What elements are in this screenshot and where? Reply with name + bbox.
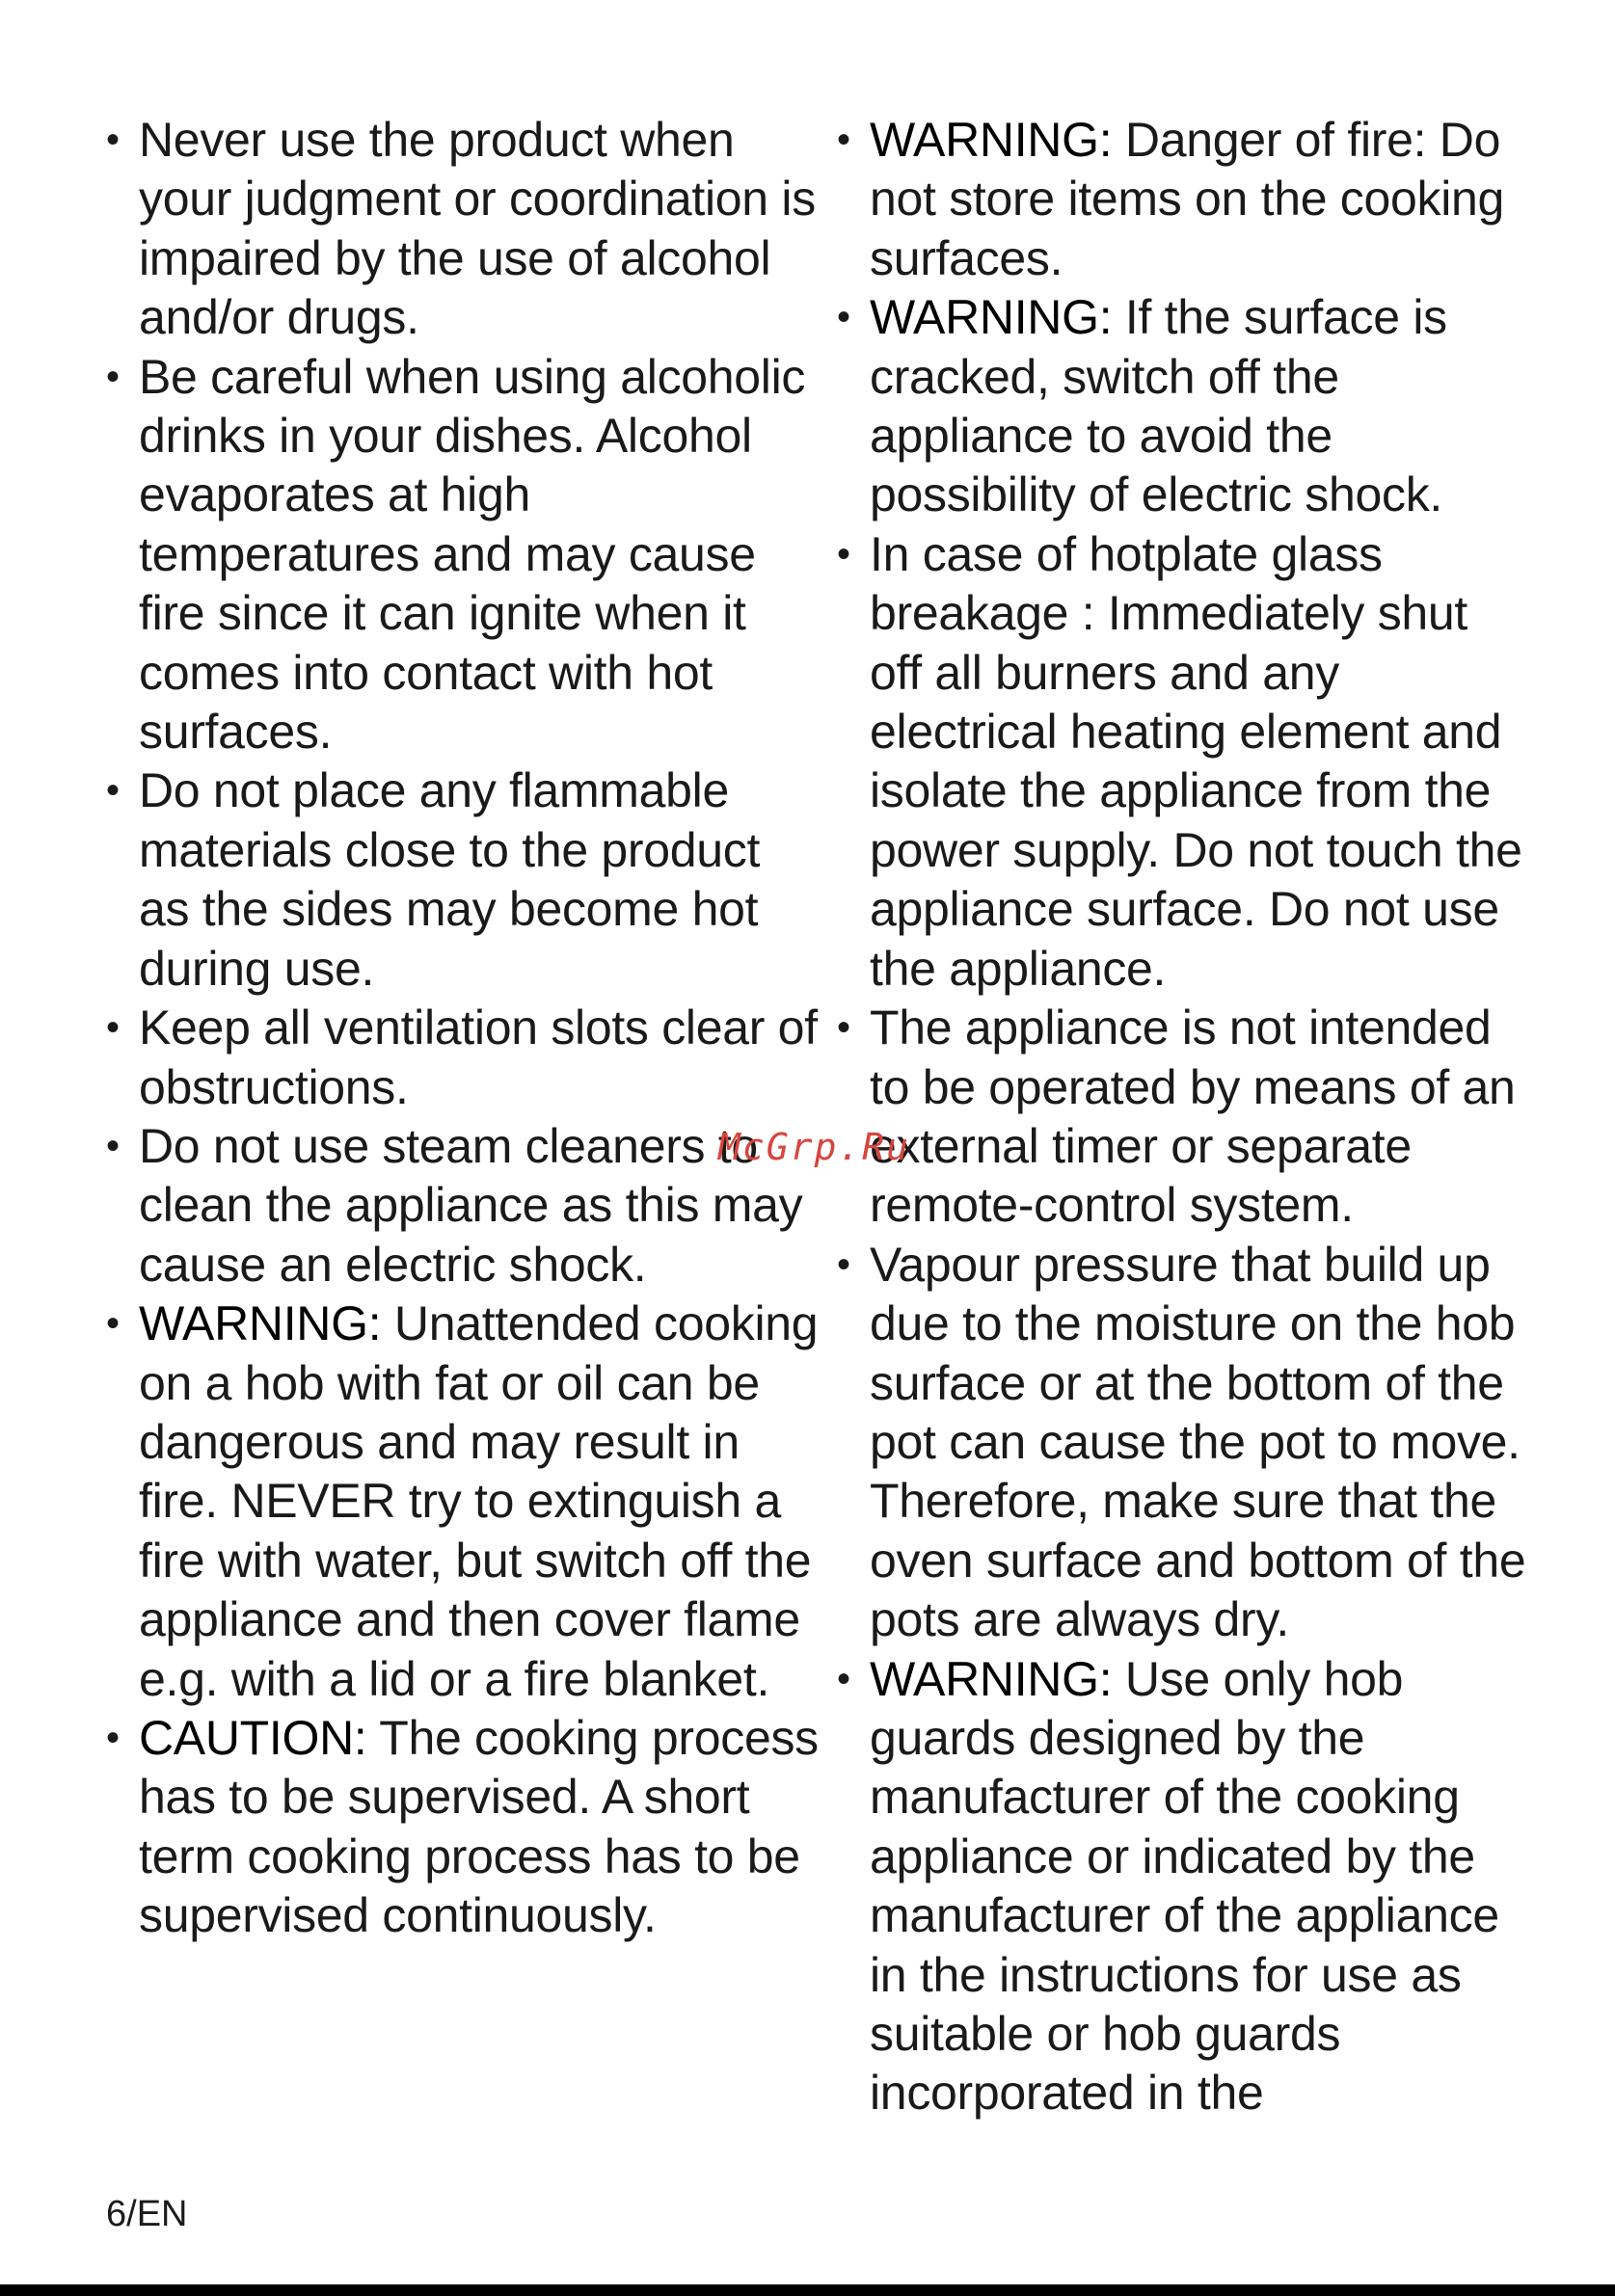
watermark: McGrp.Ru	[718, 1126, 911, 1168]
list-item	[106, 111, 820, 348]
list-item	[106, 1295, 820, 1709]
right-column	[837, 111, 1531, 2123]
left-column	[106, 111, 820, 1946]
right-bullet-list	[837, 111, 1531, 2123]
item-text: Do not use steam cleaners to clean the appliance as this may cause an electric shock.	[139, 1118, 803, 1292]
item-text: Unattended cooking on a hob with fat or oil can be dangerous and may result in fire. NEVER try to extinguish a fire with water, but switch off the appliance and then cover flame e.g. with a lid or a fire blanket.	[139, 1296, 819, 1706]
item-text: Never use the product when your judgment or coordination is impaired by the use of alcohol and/or drugs.	[139, 113, 816, 345]
list-item	[837, 111, 1531, 288]
item-text: Danger of fire: Do not store items on the cooking surfaces.	[870, 113, 1505, 285]
warning-label: WARNING:	[870, 290, 1113, 345]
list-item	[837, 999, 1531, 1236]
list-item	[106, 1117, 820, 1295]
list-item	[106, 1709, 820, 1946]
warning-label: WARNING:	[870, 113, 1113, 167]
list-item	[106, 999, 820, 1117]
item-text: Use only hob guards designed by the manufacturer of the cooking appliance or indicated by the manufacturer of the appliance in the instructions for use as suitable or hob guards incorporated in the	[870, 1651, 1499, 2121]
bottom-border	[0, 2284, 1615, 2296]
item-text: Do not place any flammable materials close to the product as the sides may become hot during use.	[139, 763, 761, 996]
item-text: If the surface is cracked, switch off the appliance to avoid the possibility of electric shock.	[870, 290, 1447, 522]
item-text: The appliance is not intended to be operated by means of an external timer or separate remote-control system.	[870, 1001, 1516, 1233]
list-item	[837, 288, 1531, 525]
caution-label: CAUTION:	[139, 1710, 367, 1765]
warning-label: WARNING:	[870, 1651, 1113, 1706]
item-text: Be careful when using alcoholic drinks in your dishes. Alcohol evaporates at high temperatures and may cause fire since it can ignite when it comes into contact with hot surfaces.	[139, 349, 806, 760]
warning-label: WARNING:	[139, 1296, 382, 1351]
page-number: 6/EN	[106, 2194, 188, 2234]
item-text: The cooking process has to be supervised. A short term cooking process has to be supervised continuously.	[139, 1710, 819, 1943]
item-text: In case of hotplate glass breakage : Immediately shut off all burners and any electrical heating element and isolate the appliance from the power supply. Do not touch the appliance surface. Do not use the appliance.	[870, 526, 1522, 996]
list-item	[106, 348, 820, 762]
list-item	[106, 761, 820, 999]
list-item	[837, 1650, 1531, 2123]
item-text: Keep all ventilation slots clear of obstructions.	[139, 1001, 818, 1114]
list-item	[837, 525, 1531, 999]
left-bullet-list	[106, 111, 820, 1946]
item-text: Vapour pressure that build up due to the moisture on the hob surface or at the bottom of the pot can cause the pot to move. Therefore, make sure that the oven surface and bottom of the pots are always dry.	[870, 1237, 1526, 1647]
list-item	[837, 1236, 1531, 1650]
